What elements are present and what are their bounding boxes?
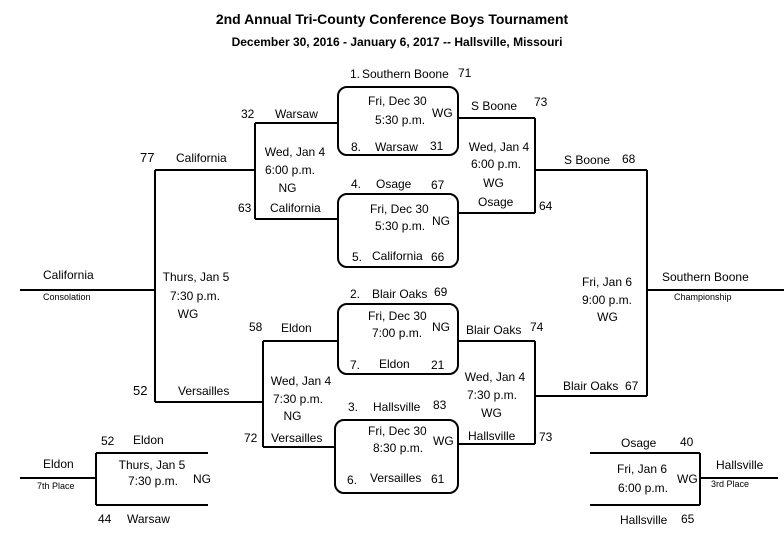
cons-semi-bottom-site: NG [283, 409, 302, 423]
page-title: 2nd Annual Tri-County Conference Boys Tournament [215, 11, 569, 27]
championship-score-b: 67 [625, 379, 639, 393]
cons-semi-top-time: 6:00 p.m. [264, 163, 316, 177]
seventh-site: NG [193, 472, 211, 486]
cons-semi-bottom-score-a: 58 [249, 320, 263, 334]
game4-site: WG [433, 434, 454, 448]
game2-score-b: 66 [431, 250, 445, 264]
cons-final-team-b: Versailles [178, 384, 230, 398]
semi-bottom-date: Wed, Jan 4 [464, 370, 526, 384]
game3-score-a: 69 [434, 285, 448, 299]
game4-date: Fri, Dec 30 [368, 424, 427, 438]
game1-team-b: Warsaw [375, 140, 418, 154]
game2-time: 5:30 p.m. [375, 219, 426, 233]
championship-score-a: 68 [622, 152, 636, 166]
game1-site: WG [432, 106, 453, 120]
third-score-b: 65 [681, 512, 695, 526]
game4-seed-a: 3. [348, 400, 359, 414]
third-site: WG [677, 472, 698, 486]
seventh-score-a: 52 [101, 434, 115, 448]
game4-seed-b: 6. [347, 473, 358, 487]
semi-top-score-b: 64 [539, 199, 553, 213]
game2-date: Fri, Dec 30 [370, 202, 429, 216]
game1-score-b: 31 [430, 139, 444, 153]
championship-site: WG [597, 310, 618, 324]
seventh-label: 7th Place [37, 481, 75, 491]
semi-bottom-score-b: 73 [539, 430, 553, 444]
game3-site: NG [432, 320, 450, 334]
semi-top-score-a: 73 [534, 95, 548, 109]
semi-bottom-team-b: Hallsville [468, 429, 516, 443]
cons-final-date: Thurs, Jan 5 [162, 270, 230, 284]
cons-semi-bottom-score-b: 72 [244, 431, 258, 445]
cons-semi-top-team-a: Warsaw [275, 107, 318, 121]
seventh-team-b: Warsaw [127, 512, 170, 526]
game4-time: 8:30 p.m. [373, 441, 424, 455]
cons-final-score-a: 77 [140, 150, 155, 165]
semi-top-date: Wed, Jan 4 [468, 140, 530, 154]
semi-top-site: WG [483, 176, 504, 190]
championship-time: 9:00 p.m. [581, 293, 633, 307]
seventh-time: 7:30 p.m. [127, 474, 179, 488]
seventh-score-b: 44 [98, 512, 112, 526]
consolation-label: Consolation [43, 292, 91, 302]
third-time: 6:00 p.m. [617, 481, 669, 495]
game3-time: 7:00 p.m. [372, 326, 423, 340]
game1-team-a: Southern Boone [362, 67, 449, 81]
game1-date: Fri, Dec 30 [368, 94, 427, 108]
game2-seed-a: 4. [351, 177, 362, 191]
seventh-team-a: Eldon [133, 433, 164, 447]
cons-semi-bottom-team-b: Versailles [271, 431, 323, 445]
game2-site: NG [432, 214, 450, 228]
page-subtitle: December 30, 2016 - January 6, 2017 -- Hallsville, Missouri [231, 35, 563, 49]
semi-bottom-time: 7:30 p.m. [466, 388, 518, 402]
cons-semi-bottom-team-a: Eldon [281, 321, 312, 335]
third-team-a: Osage [621, 436, 657, 450]
cons-semi-top-score-a: 32 [241, 107, 255, 121]
third-label: 3rd Place [711, 479, 750, 489]
game3-seed-a: 2. [350, 287, 361, 301]
semi-bottom-site: WG [481, 406, 502, 420]
semi-top-team-b: Osage [478, 195, 514, 209]
game3-seed-b: 7. [350, 358, 361, 372]
third-winner: Hallsville [716, 458, 764, 472]
championship-winner: Southern Boone [662, 270, 749, 284]
cons-final-site: WG [177, 307, 199, 321]
game4-score-b: 61 [431, 472, 445, 486]
championship-date: Fri, Jan 6 [581, 275, 632, 289]
third-score-a: 40 [680, 435, 694, 449]
game1-time: 5:30 p.m. [375, 113, 426, 127]
game4-score-a: 83 [433, 398, 447, 412]
game2-score-a: 67 [431, 178, 445, 192]
game1-seed-b: 8. [351, 140, 362, 154]
game2-team-b: California [372, 249, 423, 263]
game3-date: Fri, Dec 30 [368, 309, 427, 323]
game2-team-a: Osage [376, 177, 412, 191]
cons-semi-top-score-b: 63 [238, 201, 252, 215]
game3-team-b: Eldon [379, 357, 410, 371]
game1-score-a: 71 [458, 66, 472, 80]
game3-team-a: Blair Oaks [372, 287, 428, 301]
cons-final-team-a: California [176, 151, 227, 165]
cons-semi-top-site: NG [278, 181, 297, 195]
game3-score-b: 21 [431, 358, 445, 372]
semi-bottom-team-a: Blair Oaks [466, 323, 522, 337]
third-date: Fri, Jan 6 [616, 462, 667, 476]
game4-team-b: Versailles [370, 471, 422, 485]
cons-final-bracket [20, 170, 263, 402]
championship-team-a: S Boone [564, 153, 611, 167]
championship-label: Championship [674, 292, 732, 302]
cons-semi-bottom-date: Wed, Jan 4 [270, 374, 332, 388]
semi-top-time: 6:00 p.m. [470, 157, 522, 171]
cons-semi-top-team-b: California [270, 201, 321, 215]
cons-final-score-b: 52 [133, 383, 148, 398]
semi-top-team-a: S Boone [471, 99, 518, 113]
cons-semi-bottom-time: 7:30 p.m. [272, 392, 324, 406]
cons-final-time: 7:30 p.m. [169, 289, 221, 303]
consolation-winner: California [43, 268, 94, 282]
game1-seed-a: 1. [350, 67, 361, 81]
semi-bottom-score-a: 74 [530, 320, 544, 334]
seventh-date: Thurs, Jan 5 [118, 458, 186, 472]
game2-seed-b: 5. [352, 250, 363, 264]
seventh-winner: Eldon [43, 457, 74, 471]
championship-team-b: Blair Oaks [563, 379, 619, 393]
third-team-b: Hallsville [620, 513, 668, 527]
game4-team-a: Hallsville [373, 400, 421, 414]
cons-semi-top-date: Wed, Jan 4 [264, 145, 326, 159]
